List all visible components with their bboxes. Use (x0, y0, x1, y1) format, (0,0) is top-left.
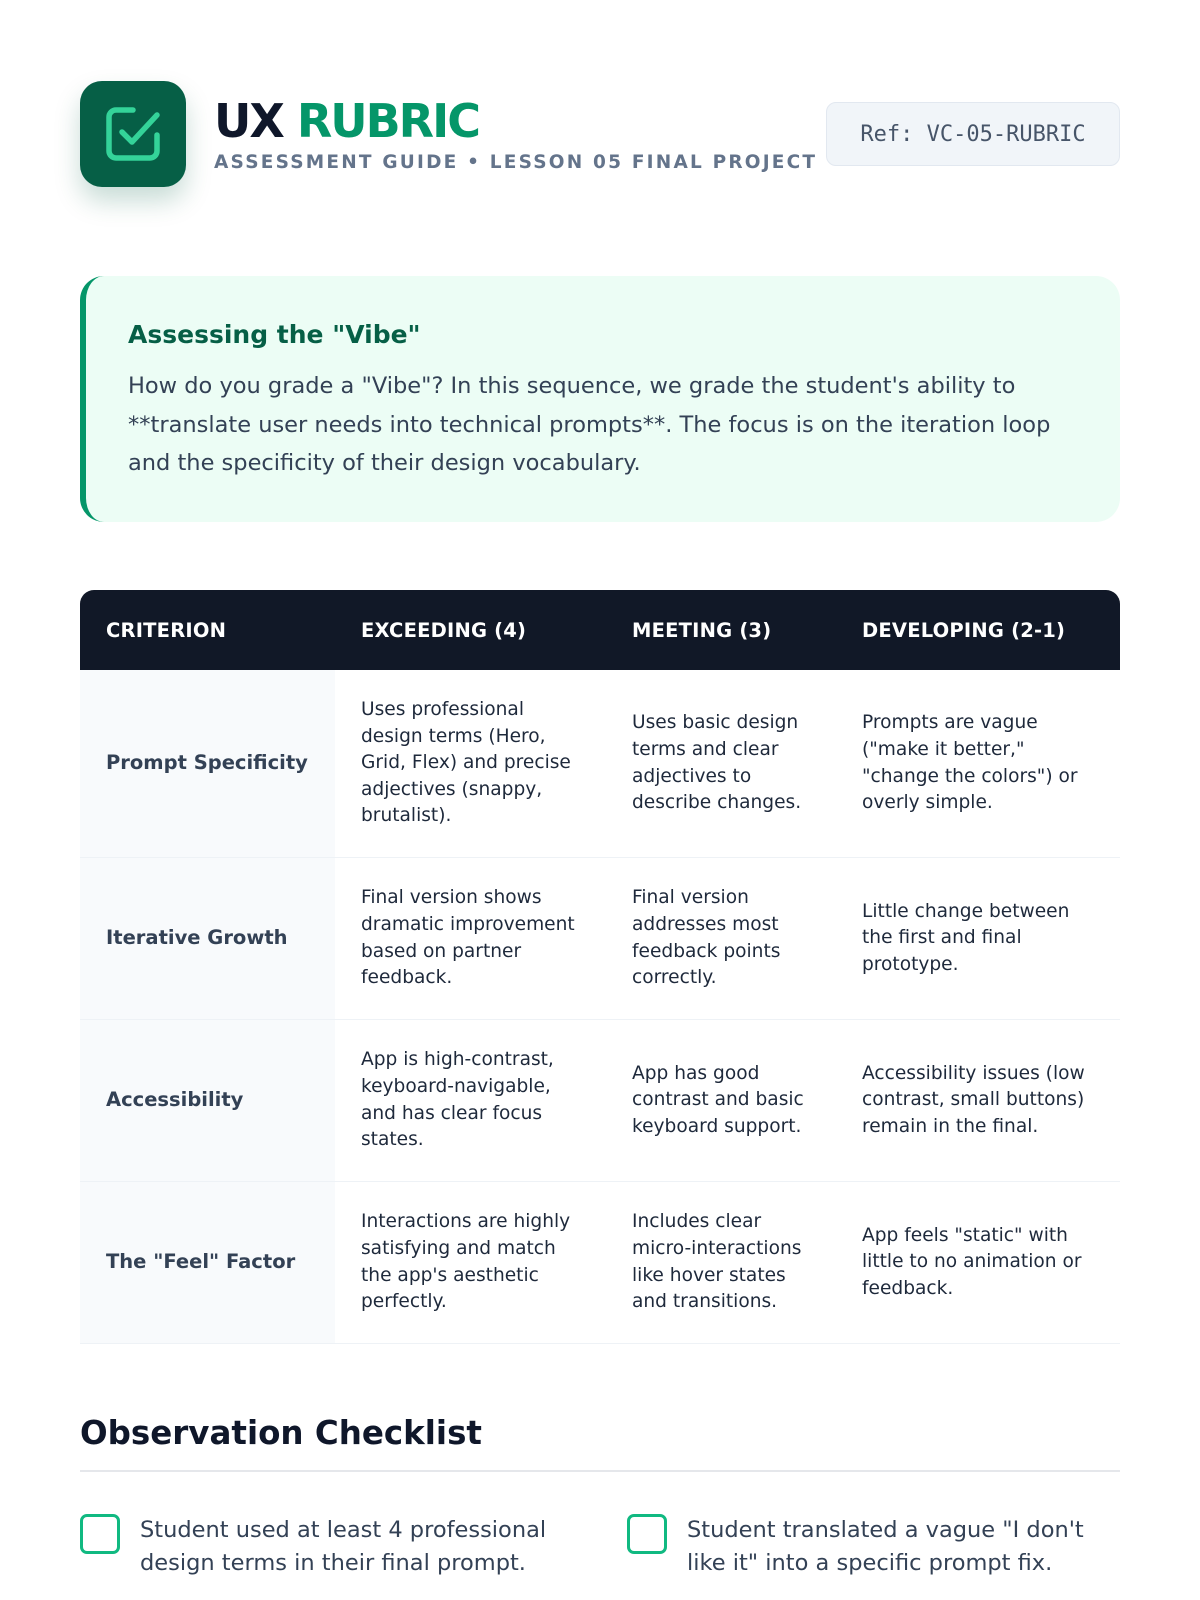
checkbox[interactable] (80, 1514, 120, 1554)
checklist-title: Observation Checklist (80, 1414, 1120, 1472)
exceeding-cell: Final version shows dramatic improvement based on partner feedback. (335, 858, 606, 1020)
developing-cell: Prompts are vague ("make it better," "change the colors") or overly simple. (836, 670, 1120, 858)
column-header-meeting: MEETING (3) (606, 590, 836, 670)
callout-body: How do you grade a "Vibe"? In this sequence, we grade the student's ability to **translate user needs into technical prompts**. The focus is on the iteration loop and the specificity of their design vocabulary. (128, 373, 1051, 476)
table-row (80, 858, 1120, 1020)
criterion-cell: Iterative Growth (80, 858, 335, 1020)
criterion-cell: The "Feel" Factor (80, 1182, 335, 1344)
vibe-callout (80, 276, 1120, 522)
page-subtitle: ASSESSMENT GUIDE • LESSON 05 FINAL PROJECT (214, 151, 818, 173)
table-row (80, 1020, 1120, 1182)
column-header-exceeding: EXCEEDING (4) (335, 590, 606, 670)
meeting-cell: Uses basic design terms and clear adjectives to describe changes. (606, 670, 836, 858)
table-row (80, 1182, 1120, 1344)
meeting-cell: Final version addresses most feedback points correctly. (606, 858, 836, 1020)
table-row (80, 670, 1120, 858)
column-header-developing: DEVELOPING (2-1) (836, 590, 1120, 670)
developing-cell: Little change between the first and final prototype. (836, 858, 1120, 1020)
brand (80, 81, 817, 187)
reference-badge: Ref: VC-05-RUBRIC (826, 102, 1120, 166)
checkbox[interactable] (627, 1514, 667, 1554)
observation-checklist (80, 1514, 1120, 1600)
checklist-item-label: Student used at least 4 professional design terms in their final prompt. (140, 1517, 547, 1576)
callout-title: Assessing the "Vibe" (128, 320, 421, 349)
criterion-cell: Prompt Specificity (80, 670, 335, 858)
logo (80, 81, 186, 187)
meeting-cell: App has good contrast and basic keyboard support. (606, 1020, 836, 1182)
checklist-item[interactable] (627, 1514, 1114, 1580)
developing-cell: Accessibility issues (low contrast, small buttons) remain in the final. (836, 1020, 1120, 1182)
rubric-table (80, 590, 1120, 1344)
title-prefix: UX (214, 93, 283, 148)
table-header-row (80, 590, 1120, 670)
exceeding-cell: App is high-contrast, keyboard-navigable, and has clear focus states. (335, 1020, 606, 1182)
brand-text (214, 93, 818, 173)
checklist-item-label: Student translated a vague "I don't like it" into a specific prompt fix. (687, 1517, 1084, 1576)
page-title (214, 93, 817, 148)
criterion-cell: Accessibility (80, 1020, 335, 1182)
checkbox-checked-icon (103, 104, 163, 164)
exceeding-cell: Interactions are highly satisfying and match the app's aesthetic perfectly. (335, 1182, 606, 1344)
column-header-criterion: CRITERION (80, 590, 335, 670)
title-accent: RUBRIC (296, 93, 479, 148)
developing-cell: App feels "static" with little to no animation or feedback. (836, 1182, 1120, 1344)
exceeding-cell: Uses professional design terms (Hero, Grid, Flex) and precise adjectives (snappy, brutalist). (335, 670, 606, 858)
meeting-cell: Includes clear micro-interactions like hover states and transitions. (606, 1182, 836, 1344)
checklist-item[interactable] (80, 1514, 567, 1580)
page-header (80, 80, 1120, 188)
